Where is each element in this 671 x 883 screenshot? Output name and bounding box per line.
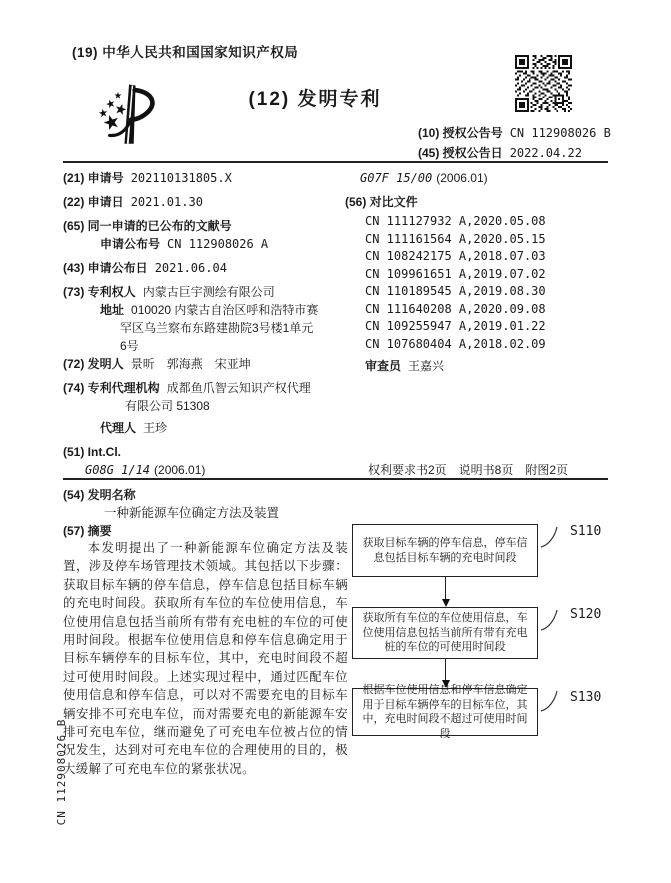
invention-title-label: (54) 发明名称 (63, 488, 136, 502)
flow-step-text: 根据车位使用信息和停车信息确定用于目标车辆停车的目标车位，其中，充电时间段不超过可使用时间段 (362, 684, 528, 740)
leader-curve-icon (540, 690, 568, 712)
citation-line: CN 107680404 A,2018.02.09 (365, 337, 546, 351)
side-document-code: CN 112908026 B (55, 718, 68, 826)
cnipa-logo-icon (93, 82, 167, 150)
flow-step-box-s130 (352, 684, 538, 740)
class-code: G07F 15/00 (360, 171, 433, 185)
flow-step-text: 获取目标车辆的停车信息，停车信息包括目标车辆的充电时间段 (362, 537, 528, 564)
agency-line-1 (63, 379, 311, 397)
abstract-label: (57) 摘要 (63, 524, 112, 538)
field-value: 010020 内蒙古自治区呼和浩特市赛 (131, 303, 319, 317)
flow-step-text: 获取所有车位的车位使用信息，车位使用信息包括当前所有带有充电桩的车位的可使用时间段 (362, 612, 528, 654)
field-label: 代理人 (100, 421, 137, 435)
field-value: 成都鱼爪智云知识产权代理 (166, 381, 311, 395)
grant-date-label: (45) 授权公告日 (418, 146, 503, 160)
examiner-line (365, 357, 444, 375)
field-value: 王嘉兴 (408, 359, 445, 373)
field-value: 2021.01.30 (130, 195, 203, 209)
qr-code-icon (515, 55, 572, 112)
flowchart-figure (348, 518, 671, 768)
field-label: (65) 同一申请的已公布的文献号 (63, 219, 232, 233)
citation-line: CN 108242175 A,2018.07.03 (365, 249, 546, 263)
flow-step-label: S120 (570, 607, 602, 622)
abstract-text: 本发明提出了一种新能源车位确定方法及装置，涉及停车场管理技术领域。其包括以下步骤：获取目标车辆的停车信息，停车信息包括目标车辆的充电时间段。获取所有车位的车位使用信息，车位使用信息包括当前所有带有充电桩的车位的可使用时间段。根据车位使用信息和停车信息确定用于目标车辆停车的目标车位，其中，充电时间段不超过可使用时间段。上述实现过程中，通过匹配车位使用信息和停车信息，可以对不需要充电的目标车辆安排不可充电车位，而对需要充电的新能源车安排可充电车位，继而避免了可充电车位被占位的情况发生，达到对可充电车位的合理使用的目的，极大缓解了可充电车位的紧张状况。 (63, 541, 348, 776)
field-label: 审查员 (365, 359, 402, 373)
invention-title: 一种新能源车位确定方法及装置 (104, 506, 280, 520)
flow-step-box-s120 (352, 607, 538, 659)
issuing-office: (19) 中华人民共和国国家知识产权局 (72, 45, 299, 60)
pages-note: 权利要求书2页 说明书8页 附图2页 (368, 463, 569, 477)
doc-type-title: (12) 发明专利 (248, 89, 382, 110)
grant-date-value: 2022.04.22 (509, 146, 582, 160)
inventors-line (63, 355, 251, 373)
address-line-3: 6号 (120, 339, 139, 353)
publication-ref-heading (63, 217, 232, 235)
citation-line: CN 111161564 A,2020.05.15 (365, 232, 546, 246)
class-code: G08G 1/14 (85, 463, 151, 477)
field-label: (21) 申请号 (63, 171, 124, 185)
citation-line: CN 109961651 A,2019.07.02 (365, 267, 546, 281)
field-value: 202110131805.X (130, 171, 232, 185)
intcl-left-line (85, 461, 205, 479)
field-label: (51) Int.Cl. (63, 445, 122, 459)
application-date-line (63, 193, 203, 211)
address-line-1 (100, 301, 318, 319)
field-value: 景昕 郭海燕 宋亚坤 (130, 357, 251, 371)
address-line-2: 罕区乌兰察布东路建勘院3号楼1单元 (120, 321, 314, 335)
field-label: 地址 (100, 303, 125, 317)
references-heading (345, 193, 418, 211)
patentee-line (63, 283, 275, 301)
leader-curve-icon (540, 609, 568, 631)
divider-middle (63, 478, 608, 480)
leader-curve-icon (540, 526, 568, 548)
flow-step-box-s110 (352, 524, 538, 577)
flow-step-label: S110 (570, 524, 602, 539)
field-label: 申请公布号 (100, 237, 161, 251)
intcl-heading (63, 443, 121, 461)
field-value: 王珍 (143, 421, 168, 435)
flow-arrow-down-icon (441, 577, 450, 607)
field-label: (73) 专利权人 (63, 285, 136, 299)
class-version: (2006.01) (154, 463, 206, 477)
grant-number-line (418, 124, 611, 142)
flow-step-label: S130 (570, 690, 602, 705)
publication-ref-line (100, 235, 268, 253)
field-value: 内蒙古巨宇测绘有限公司 (142, 285, 275, 299)
agent-line (100, 419, 167, 437)
grant-number-value: CN 112908026 B (509, 126, 611, 140)
field-value: CN 112908026 A (167, 237, 269, 251)
application-number-line (63, 169, 232, 187)
field-label: (72) 发明人 (63, 357, 124, 371)
grant-number-label: (10) 授权公告号 (418, 126, 503, 140)
grant-date-line (418, 144, 582, 162)
field-label: (56) 对比文件 (345, 195, 418, 209)
citation-line: CN 110189545 A,2019.08.30 (365, 284, 546, 298)
intcl-right-line (360, 169, 488, 187)
citation-line: CN 109255947 A,2019.01.22 (365, 319, 546, 333)
field-label: (22) 申请日 (63, 195, 124, 209)
field-label: (74) 专利代理机构 (63, 381, 160, 395)
agency-line-2: 有限公司 51308 (125, 399, 210, 413)
citation-line: CN 111127932 A,2020.05.08 (365, 214, 546, 228)
citation-line: CN 111640208 A,2020.09.08 (365, 302, 546, 316)
field-label: (43) 申请公布日 (63, 261, 148, 275)
application-pub-date-line (63, 259, 227, 277)
class-version: (2006.01) (436, 171, 488, 185)
divider-top (63, 161, 608, 163)
field-value: 2021.06.04 (154, 261, 227, 275)
